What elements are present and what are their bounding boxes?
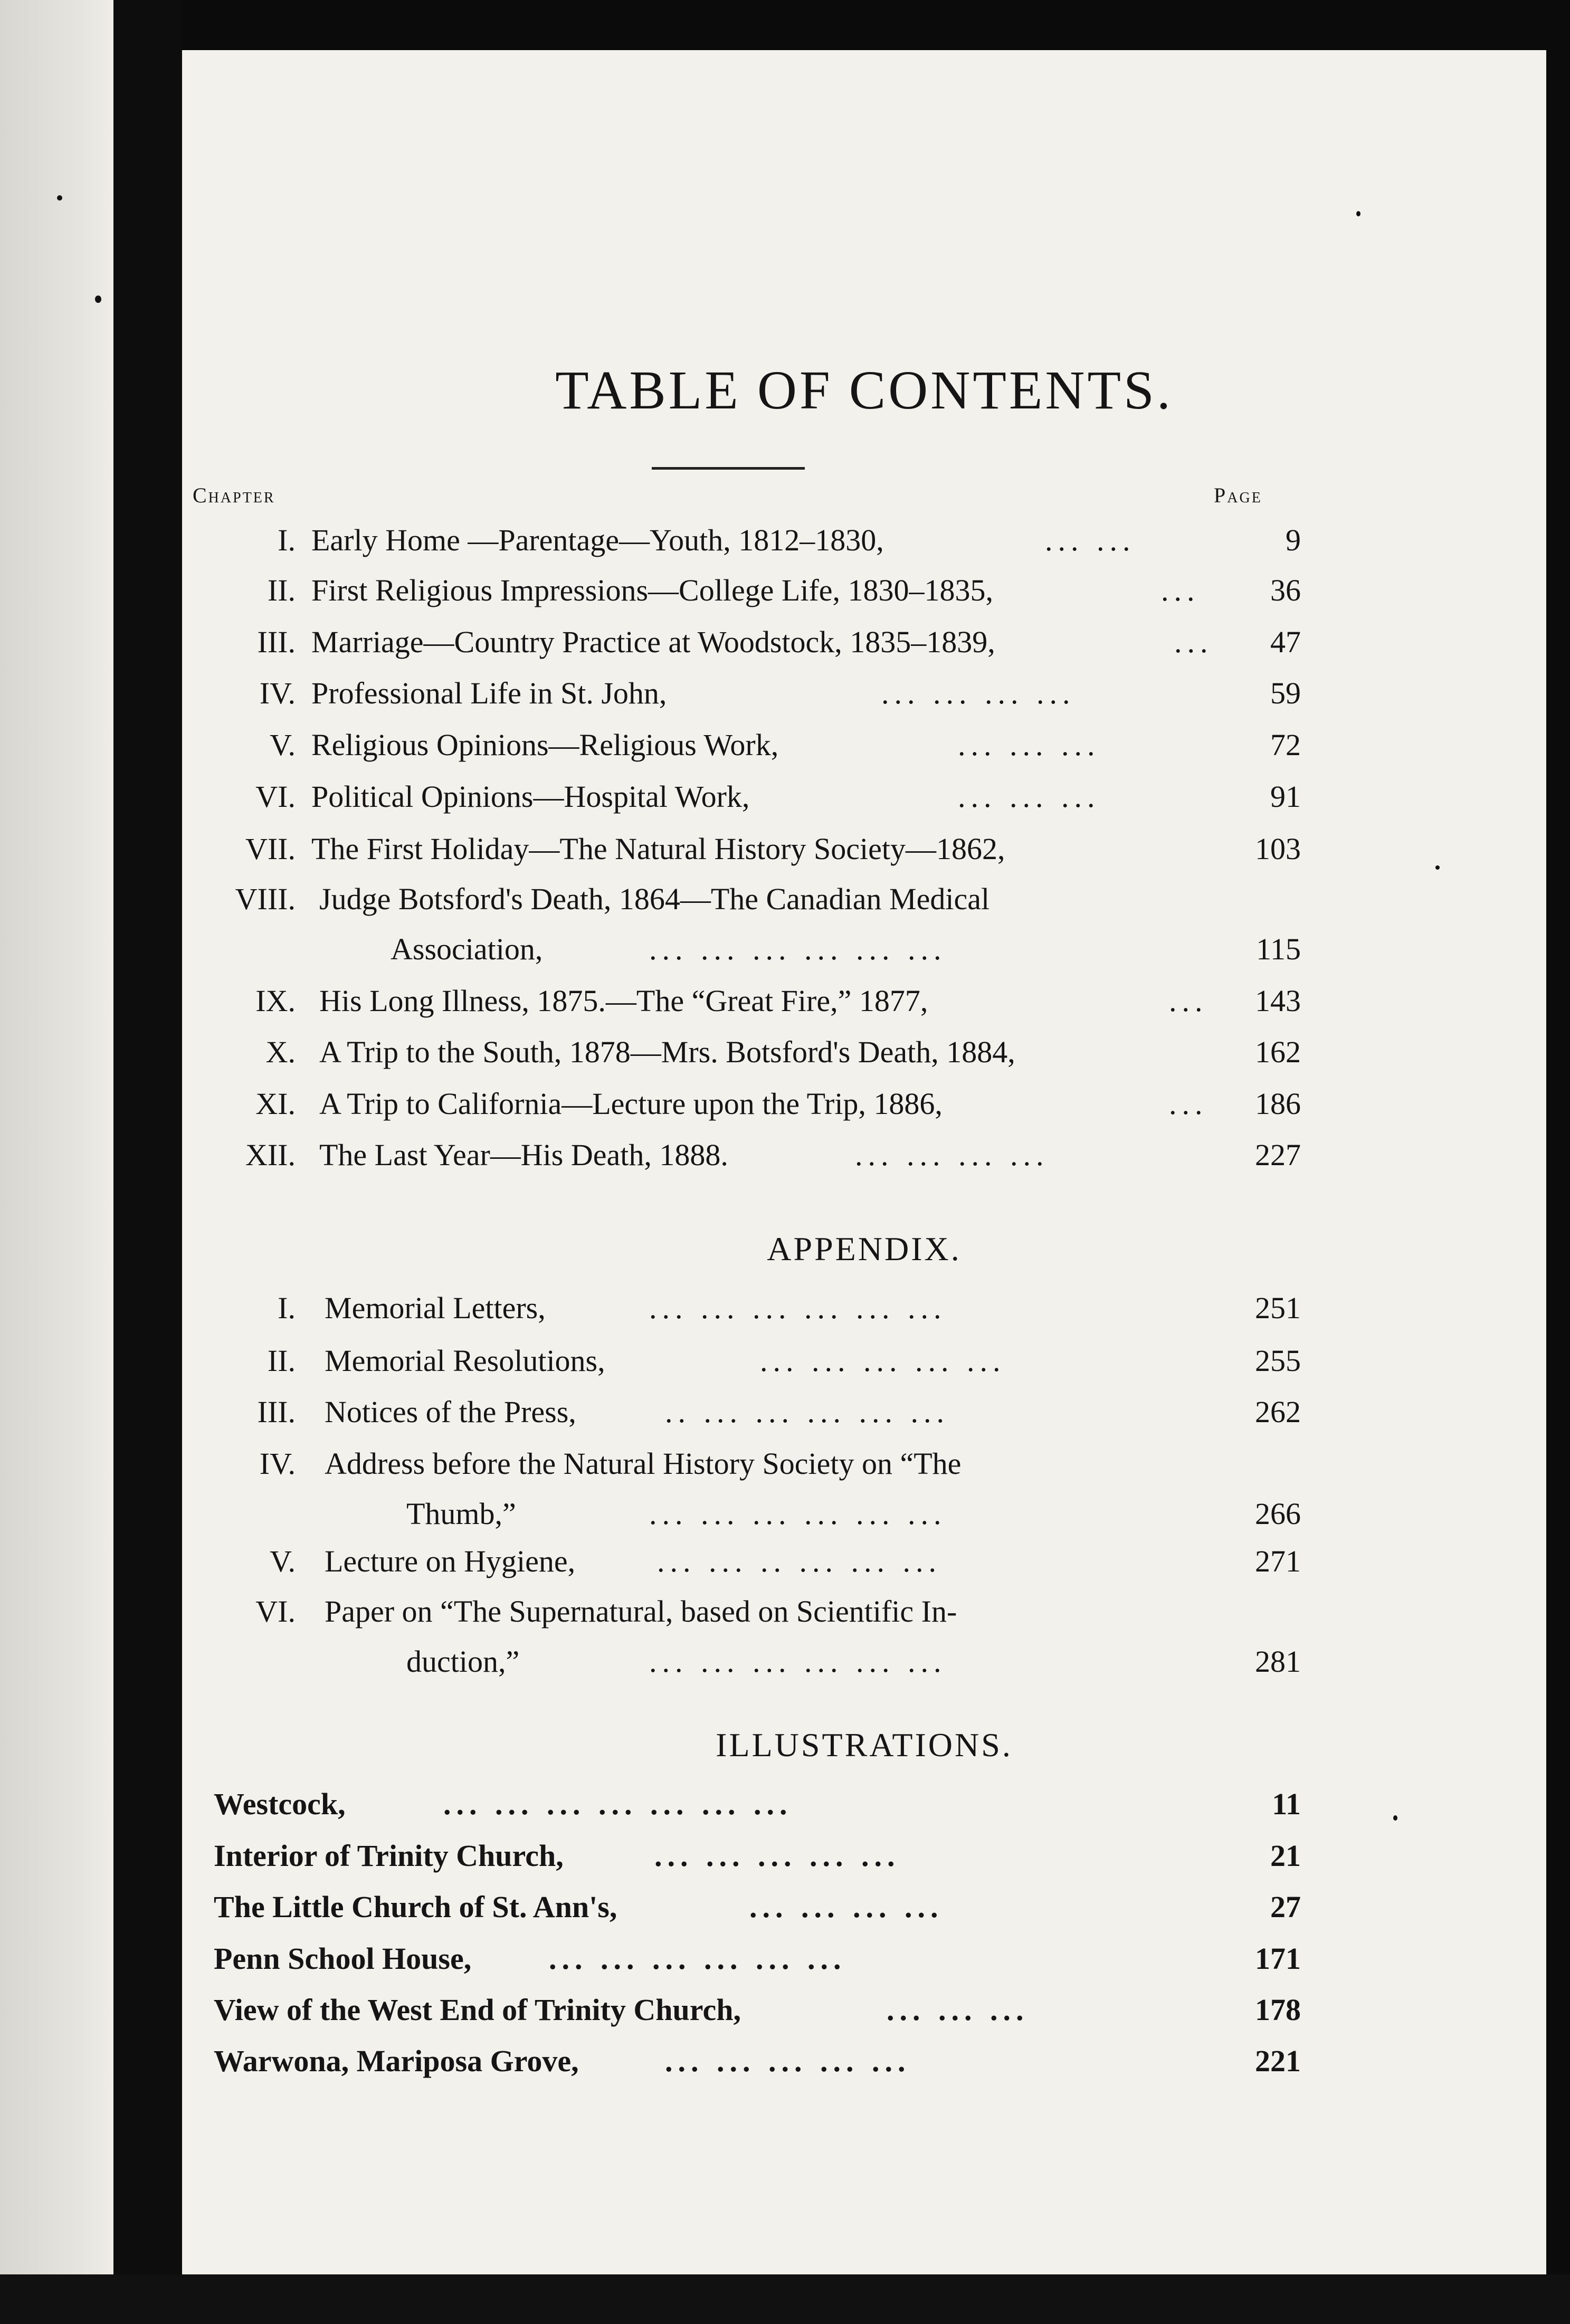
dot-leader: ... ... ... ... ... ... xyxy=(549,1941,846,1976)
chapter-number: III. xyxy=(257,625,296,659)
chapter-row xyxy=(0,675,1570,723)
appendix-number: I. xyxy=(278,1291,296,1325)
dot-leader: ... ... ... xyxy=(958,779,1100,814)
dot-leader: .. ... ... ... ... ... xyxy=(665,1395,949,1429)
page-number: 59 xyxy=(1270,676,1301,710)
chapter-number: VIII. xyxy=(235,882,296,916)
dot-leader: ... ... ... ... ... xyxy=(760,1344,1006,1378)
chapter-row xyxy=(0,881,1570,966)
illustration-row xyxy=(0,2043,1570,2091)
dot-leader: ... xyxy=(1174,625,1213,659)
appendix-title: Lecture on Hygiene, xyxy=(325,1544,576,1578)
scan-top-border xyxy=(0,0,1570,50)
chapter-title: Political Opinions—Hospital Work, xyxy=(311,779,750,814)
chapter-title: A Trip to the South, 1878—Mrs. Botsford's Death, 1884, xyxy=(319,1035,1015,1069)
illustration-row xyxy=(0,1838,1570,1885)
chapter-number: X. xyxy=(265,1035,296,1069)
page-title: TABLE OF CONTENTS. xyxy=(555,360,1173,421)
page-number: 266 xyxy=(1255,1497,1301,1531)
scan-speck xyxy=(95,296,101,303)
dot-leader: ... ... ... ... ... xyxy=(654,1839,900,1873)
appendix-row xyxy=(0,1594,1570,1679)
chapter-number: V. xyxy=(270,728,296,762)
chapter-title: Professional Life in St. John, xyxy=(311,676,667,710)
appendix-number: V. xyxy=(270,1544,296,1578)
illustration-title: The Little Church of St. Ann's, xyxy=(214,1890,617,1924)
page-number: 281 xyxy=(1255,1644,1301,1679)
dot-leader: ... xyxy=(1169,984,1208,1018)
page-number: 271 xyxy=(1255,1544,1301,1578)
chapter-number: VII. xyxy=(245,832,296,866)
page-number: 47 xyxy=(1270,625,1301,659)
illustration-title: View of the West End of Trinity Church, xyxy=(214,1993,741,2027)
page-number: 21 xyxy=(1270,1839,1301,1873)
chapter-row xyxy=(0,983,1570,1031)
page-number: 221 xyxy=(1255,2044,1301,2078)
chapter-number: I. xyxy=(278,523,296,557)
illustration-row xyxy=(0,1786,1570,1834)
appendix-row xyxy=(0,1290,1570,1338)
illustration-title: Warwona, Mariposa Grove, xyxy=(214,2044,579,2078)
dot-leader: ... ... ... ... xyxy=(749,1890,944,1924)
appendix-title: Memorial Resolutions, xyxy=(325,1344,605,1378)
chapter-title-continuation: Association, xyxy=(391,932,543,966)
appendix-number: III. xyxy=(257,1395,296,1429)
page-number: 251 xyxy=(1255,1291,1301,1325)
illustration-title: Interior of Trinity Church, xyxy=(214,1839,564,1873)
dot-leader: ... ... ... ... xyxy=(855,1138,1049,1172)
dot-leader: ... ... ... ... ... ... xyxy=(649,1291,947,1325)
chapter-row xyxy=(0,831,1570,879)
dot-leader: ... ... ... xyxy=(958,728,1100,762)
chapter-row xyxy=(0,727,1570,775)
page-number: 162 xyxy=(1255,1035,1301,1069)
appendix-number: II. xyxy=(267,1344,296,1378)
chapter-number: IV. xyxy=(259,676,296,710)
chapter-row xyxy=(0,624,1570,672)
chapter-row xyxy=(0,1034,1570,1082)
page-number: 103 xyxy=(1255,832,1301,866)
chapter-title: His Long Illness, 1875.—The “Great Fire,” 1877, xyxy=(319,984,928,1018)
chapter-number: XII. xyxy=(245,1138,296,1172)
appendix-title: Notices of the Press, xyxy=(325,1395,576,1429)
appendix-title-continuation: duction,” xyxy=(406,1644,520,1679)
dot-leader: ... ... ... ... ... ... ... xyxy=(443,1787,793,1821)
illustration-row xyxy=(0,1889,1570,1937)
chapter-row xyxy=(0,1086,1570,1134)
illustration-row xyxy=(0,1992,1570,2040)
appendix-number: VI. xyxy=(255,1594,296,1628)
page-number: 186 xyxy=(1255,1087,1301,1121)
chapter-number: XI. xyxy=(255,1087,296,1121)
appendix-title-continuation: Thumb,” xyxy=(406,1497,516,1531)
dot-leader: ... ... ... ... ... ... xyxy=(649,932,947,966)
page-number: 262 xyxy=(1255,1395,1301,1429)
illustration-row xyxy=(0,1941,1570,1988)
appendix-row xyxy=(0,1446,1570,1531)
chapter-title: Judge Botsford's Death, 1864—The Canadian Medical xyxy=(319,882,990,916)
dot-leader: ... ... ... xyxy=(887,1993,1029,2027)
illustration-title: Westcock, xyxy=(214,1787,346,1821)
illustration-title: Penn School House, xyxy=(214,1941,472,1976)
chapter-title: The First Holiday—The Natural History Society—1862, xyxy=(311,832,1005,866)
appendix-row xyxy=(0,1544,1570,1591)
page-number: 72 xyxy=(1270,728,1301,762)
scan-bottom-border xyxy=(0,2274,1570,2324)
scan-speck xyxy=(1356,211,1360,216)
appendix-number: IV. xyxy=(259,1446,296,1481)
dot-leader: ... ... ... ... ... xyxy=(665,2044,911,2078)
page-column-header: Page xyxy=(1214,483,1262,507)
chapter-title: A Trip to California—Lecture upon the Trip, 1886, xyxy=(319,1087,943,1121)
page-number: 91 xyxy=(1270,779,1301,814)
page-number: 143 xyxy=(1255,984,1301,1018)
appendix-title: Paper on “The Supernatural, based on Scientific In- xyxy=(325,1594,957,1628)
dot-leader: ... xyxy=(1161,573,1200,607)
page-number: 255 xyxy=(1255,1344,1301,1378)
page-number: 227 xyxy=(1255,1138,1301,1172)
chapter-column-header: Chapter xyxy=(193,483,275,507)
chapter-row xyxy=(0,573,1570,620)
page-number: 178 xyxy=(1255,1993,1301,2027)
appendix-row xyxy=(0,1343,1570,1390)
title-rule xyxy=(652,467,805,470)
chapter-row xyxy=(0,1137,1570,1185)
chapter-number: VI. xyxy=(255,779,296,814)
chapter-title: The Last Year—His Death, 1888. xyxy=(319,1138,728,1172)
dot-leader: ... ... ... ... ... ... xyxy=(649,1644,947,1679)
appendix-heading: APPENDIX. xyxy=(767,1230,962,1268)
chapter-number: IX. xyxy=(255,984,296,1018)
illustrations-heading: ILLUSTRATIONS. xyxy=(716,1726,1013,1764)
chapter-title: Religious Opinions—Religious Work, xyxy=(311,728,779,762)
page-number: 11 xyxy=(1272,1787,1301,1821)
scan-speck xyxy=(57,195,62,201)
dot-leader: ... ... .. ... ... ... xyxy=(657,1544,941,1578)
chapter-row xyxy=(0,779,1570,826)
page-number: 27 xyxy=(1270,1890,1301,1924)
chapter-title: First Religious Impressions—College Life, 1830–1835, xyxy=(311,573,994,607)
appendix-title: Address before the Natural History Society on “The xyxy=(325,1446,962,1481)
dot-leader: ... ... ... ... ... ... xyxy=(649,1497,947,1531)
page-number: 115 xyxy=(1256,932,1301,966)
page-number: 171 xyxy=(1255,1941,1301,1976)
appendix-row xyxy=(0,1394,1570,1442)
appendix-title: Memorial Letters, xyxy=(325,1291,546,1325)
chapter-title: Early Home —Parentage—Youth, 1812–1830, xyxy=(311,523,884,557)
dot-leader: ... ... xyxy=(1045,523,1136,557)
dot-leader: ... ... ... ... xyxy=(881,676,1076,710)
dot-leader: ... xyxy=(1169,1087,1208,1121)
chapter-row xyxy=(0,522,1570,570)
page-number: 9 xyxy=(1286,523,1301,557)
page-number: 36 xyxy=(1270,573,1301,607)
chapter-number: II. xyxy=(267,573,296,607)
chapter-title: Marriage—Country Practice at Woodstock, 1835–1839, xyxy=(311,625,995,659)
